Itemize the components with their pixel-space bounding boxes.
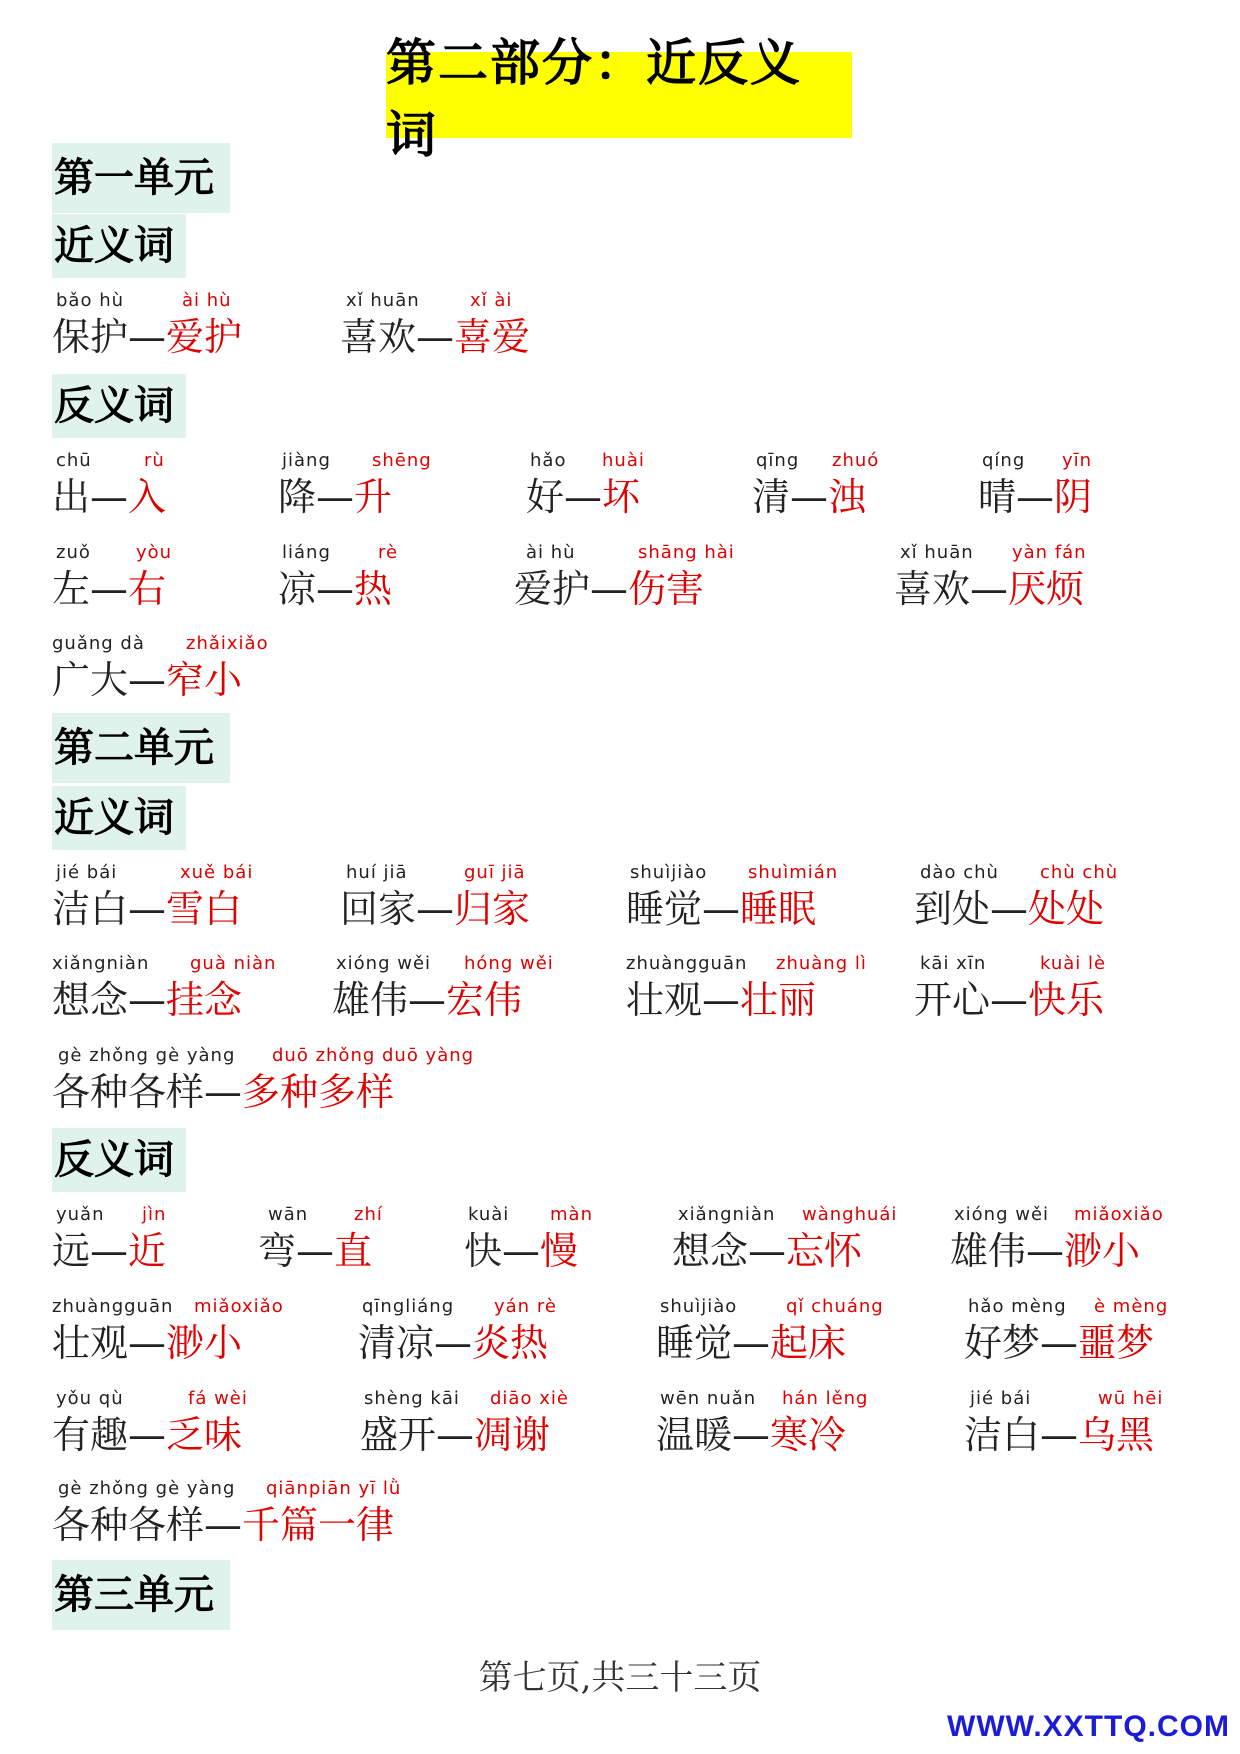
word-a: 雄伟 xyxy=(950,1229,1027,1273)
word-a: 到处 xyxy=(914,887,991,931)
word-a: 弯 xyxy=(258,1229,297,1273)
word-pair: dào chù chù chù 到处—处处 xyxy=(914,862,1119,931)
pinyin-a: xǐ huān xyxy=(346,290,420,311)
word-pair: qīngliáng yán rè 清凉—炎热 xyxy=(358,1296,557,1365)
word-pair: huí jiā guī jiā 回家—归家 xyxy=(340,862,531,931)
word-pair: yǒu qù fá wèi 有趣—乏味 xyxy=(52,1388,248,1457)
word-b: 爱护 xyxy=(166,315,243,359)
word-pair: hǎo huài 好—坏 xyxy=(526,450,645,519)
word-b: 起床 xyxy=(770,1321,847,1365)
word-pair: xióng wěi hóng wěi 雄伟—宏伟 xyxy=(332,953,554,1022)
pinyin-a: qīngliáng xyxy=(362,1296,455,1317)
word-pair: hǎo mèng è mèng 好梦—噩梦 xyxy=(964,1296,1169,1365)
pinyin-b: ài hù xyxy=(182,290,232,311)
group-label-antonyms-1: 反义词 xyxy=(52,374,186,438)
word-a: 喜欢 xyxy=(340,315,417,359)
pinyin-a: xiǎngniàn xyxy=(52,953,150,974)
word-a: 盛开 xyxy=(360,1413,437,1457)
pinyin-a: shuìjiào xyxy=(660,1296,738,1317)
word-a: 各种各样 xyxy=(52,1070,205,1114)
pinyin-b: shāng hài xyxy=(638,542,735,563)
pinyin-a: shèng kāi xyxy=(364,1388,460,1409)
word-a: 好 xyxy=(526,475,565,519)
word-a: 出 xyxy=(52,475,91,519)
word-a: 想念 xyxy=(672,1229,749,1273)
pinyin-b: rù xyxy=(144,450,165,471)
pinyin-b: zhuàng lì xyxy=(776,953,867,974)
word-pair: xǐ huān yàn fán 喜欢—厌烦 xyxy=(894,542,1087,611)
word-b: 宏伟 xyxy=(446,978,523,1022)
word-b: 入 xyxy=(128,475,167,519)
word-a: 温暖 xyxy=(656,1413,733,1457)
word-a: 远 xyxy=(52,1229,91,1273)
page-footer: 第七页,共三十三页 xyxy=(478,1658,762,1698)
word-b: 阴 xyxy=(1054,475,1093,519)
word-pair: xǐ huān xǐ ài 喜欢—喜爱 xyxy=(340,290,531,359)
word-a: 各种各样 xyxy=(52,1503,205,1547)
word-a: 雄伟 xyxy=(332,978,409,1022)
page-title: 第二部分：近反义词 xyxy=(386,52,852,138)
pinyin-b: rè xyxy=(378,542,399,563)
word-b: 热 xyxy=(354,567,393,611)
pinyin-b: xuě bái xyxy=(180,862,254,883)
pinyin-a: huí jiā xyxy=(346,862,408,883)
word-a: 想念 xyxy=(52,978,129,1022)
pinyin-a: zuǒ xyxy=(56,542,91,563)
word-row xyxy=(52,862,1202,934)
word-b: 窄小 xyxy=(166,658,243,702)
watermark: WWW.XXTTQ.COM xyxy=(947,1710,1230,1743)
word-a: 左 xyxy=(52,567,91,611)
word-pair: zhuàngguān zhuàng lì 壮观—壮丽 xyxy=(626,953,867,1022)
word-pair: zuǒ yòu 左—右 xyxy=(52,542,173,611)
word-a: 好梦 xyxy=(964,1321,1041,1365)
word-row xyxy=(52,953,1202,1025)
word-pair: kuài màn 快—慢 xyxy=(464,1204,593,1273)
word-pair: wān zhí 弯—直 xyxy=(258,1204,383,1273)
word-a: 睡觉 xyxy=(656,1321,733,1365)
pinyin-b: miǎoxiǎo xyxy=(1074,1204,1164,1225)
word-b: 坏 xyxy=(602,475,641,519)
unit-heading-1: 第一单元 xyxy=(52,143,230,213)
pinyin-a: zhuàngguān xyxy=(626,953,748,974)
word-a: 降 xyxy=(278,475,317,519)
word-pair: kāi xīn kuài lè 开心—快乐 xyxy=(914,953,1107,1022)
pinyin-b: qǐ chuáng xyxy=(786,1296,884,1317)
word-pair: xiǎngniàn guà niàn 想念—挂念 xyxy=(52,953,277,1022)
pinyin-a: hǎo mèng xyxy=(968,1296,1067,1317)
word-b: 升 xyxy=(354,475,393,519)
word-b: 千篇一律 xyxy=(242,1503,395,1547)
word-pair: shuìjiào shuìmián 睡觉—睡眠 xyxy=(626,862,839,931)
word-pair: jié bái wū hēi 洁白—乌黑 xyxy=(964,1388,1164,1457)
word-pair: zhuàngguān miǎoxiǎo 壮观—渺小 xyxy=(52,1296,284,1365)
word-row xyxy=(52,633,1202,705)
word-pair: yuǎn jìn 远—近 xyxy=(52,1204,167,1273)
pinyin-b: yán rè xyxy=(494,1296,557,1317)
word-a: 洁白 xyxy=(52,887,129,931)
word-b: 直 xyxy=(334,1229,373,1273)
pinyin-a: wān xyxy=(268,1204,309,1225)
word-b: 归家 xyxy=(454,887,531,931)
pinyin-b: yīn xyxy=(1062,450,1093,471)
pinyin-a: yǒu qù xyxy=(56,1388,124,1409)
pinyin-a: xiǎngniàn xyxy=(678,1204,776,1225)
pinyin-a: guǎng dà xyxy=(52,633,145,654)
word-a: 清 xyxy=(752,475,791,519)
word-pair: guǎng dà zhǎixiǎo 广大—窄小 xyxy=(52,633,269,702)
group-label-antonyms-2: 反义词 xyxy=(52,1128,186,1192)
pinyin-b: zhí xyxy=(354,1204,383,1225)
pinyin-a: jié bái xyxy=(56,862,118,883)
word-b: 右 xyxy=(128,567,167,611)
word-pair: wēn nuǎn hán lěng 温暖—寒冷 xyxy=(656,1388,869,1457)
unit-heading-2: 第二单元 xyxy=(52,713,230,783)
word-row xyxy=(52,1204,1202,1276)
pinyin-b: màn xyxy=(550,1204,593,1225)
pinyin-b: zhuó xyxy=(832,450,880,471)
word-row xyxy=(52,290,1202,362)
pinyin-b: yàn fán xyxy=(1012,542,1087,563)
pinyin-b: è mèng xyxy=(1094,1296,1169,1317)
pinyin-a: liáng xyxy=(282,542,331,563)
word-pair: shuìjiào qǐ chuáng 睡觉—起床 xyxy=(656,1296,884,1365)
pinyin-b: wū hēi xyxy=(1098,1388,1164,1409)
pinyin-b: yòu xyxy=(136,542,173,563)
word-a: 壮观 xyxy=(52,1321,129,1365)
word-b: 噩梦 xyxy=(1078,1321,1155,1365)
word-row xyxy=(52,1296,1202,1368)
word-a: 壮观 xyxy=(626,978,703,1022)
pinyin-a: xióng wěi xyxy=(954,1204,1050,1225)
word-b: 快乐 xyxy=(1028,978,1105,1022)
pinyin-b: xǐ ài xyxy=(470,290,513,311)
group-label-synonyms-1: 近义词 xyxy=(52,214,186,278)
pinyin-a: jié bái xyxy=(970,1388,1032,1409)
group-label-synonyms-2: 近义词 xyxy=(52,786,186,850)
word-a: 回家 xyxy=(340,887,417,931)
word-pair: xióng wěi miǎoxiǎo 雄伟—渺小 xyxy=(950,1204,1164,1273)
word-pair: liáng rè 凉—热 xyxy=(278,542,399,611)
pinyin-b: shuìmián xyxy=(748,862,839,883)
pinyin-a: qīng xyxy=(756,450,800,471)
word-a: 爱护 xyxy=(514,567,591,611)
word-pair: jié bái xuě bái 洁白—雪白 xyxy=(52,862,254,931)
pinyin-a: zhuàngguān xyxy=(52,1296,174,1317)
word-b: 处处 xyxy=(1028,887,1105,931)
word-pair: gè zhǒng gè yàng qiānpiān yī lǜ 各种各样—千篇一律 xyxy=(52,1478,402,1547)
pinyin-b: zhǎixiǎo xyxy=(186,633,269,654)
word-a: 睡觉 xyxy=(626,887,703,931)
word-row xyxy=(52,542,1202,614)
word-pair: shèng kāi diāo xiè 盛开—凋谢 xyxy=(360,1388,569,1457)
word-b: 近 xyxy=(128,1229,167,1273)
pinyin-a: xióng wěi xyxy=(336,953,432,974)
word-a: 广大 xyxy=(52,658,129,702)
word-b: 渺小 xyxy=(166,1321,243,1365)
word-pair: xiǎngniàn wànghuái 想念—忘怀 xyxy=(672,1204,898,1273)
pinyin-b: hán lěng xyxy=(782,1388,869,1409)
word-b: 凋谢 xyxy=(474,1413,551,1457)
word-a: 有趣 xyxy=(52,1413,129,1457)
word-b: 忘怀 xyxy=(786,1229,863,1273)
word-a: 喜欢 xyxy=(894,567,971,611)
pinyin-a: xǐ huān xyxy=(900,542,974,563)
word-b: 厌烦 xyxy=(1008,567,1085,611)
pinyin-b: kuài lè xyxy=(1040,953,1107,974)
word-b: 挂念 xyxy=(166,978,243,1022)
pinyin-a: kāi xīn xyxy=(920,953,987,974)
pinyin-a: gè zhǒng gè yàng xyxy=(58,1478,236,1499)
word-a: 快 xyxy=(464,1229,503,1273)
pinyin-b: huài xyxy=(602,450,645,471)
word-pair: jiàng shēng 降—升 xyxy=(278,450,432,519)
word-pair: ài hù shāng hài 爱护—伤害 xyxy=(514,542,735,611)
pinyin-b: shēng xyxy=(372,450,432,471)
pinyin-a: dào chù xyxy=(920,862,999,883)
pinyin-b: miǎoxiǎo xyxy=(194,1296,284,1317)
pinyin-b: qiānpiān yī lǜ xyxy=(266,1478,402,1499)
pinyin-b: jìn xyxy=(142,1204,167,1225)
pinyin-b: duō zhǒng duō yàng xyxy=(272,1045,475,1066)
word-b: 浊 xyxy=(828,475,867,519)
word-a: 清凉 xyxy=(358,1321,435,1365)
pinyin-a: yuǎn xyxy=(56,1204,105,1225)
pinyin-b: guī jiā xyxy=(464,862,526,883)
word-b: 炎热 xyxy=(472,1321,549,1365)
word-pair: gè zhǒng gè yàng duō zhǒng duō yàng 各种各样—多种多样 xyxy=(52,1045,475,1114)
word-pair: chū rù 出—入 xyxy=(52,450,167,519)
word-row xyxy=(52,1045,1202,1117)
word-b: 雪白 xyxy=(166,887,243,931)
word-b: 多种多样 xyxy=(242,1070,395,1114)
pinyin-a: ài hù xyxy=(526,542,576,563)
pinyin-a: gè zhǒng gè yàng xyxy=(58,1045,236,1066)
word-pair: bǎo hù ài hù 保护—爱护 xyxy=(52,290,243,359)
word-b: 慢 xyxy=(540,1229,579,1273)
pinyin-b: wànghuái xyxy=(802,1204,898,1225)
pinyin-a: wēn nuǎn xyxy=(660,1388,757,1409)
word-b: 乏味 xyxy=(166,1413,243,1457)
word-b: 寒冷 xyxy=(770,1413,847,1457)
pinyin-a: chū xyxy=(56,450,92,471)
word-pair: qíng yīn 晴—阴 xyxy=(978,450,1093,519)
pinyin-a: bǎo hù xyxy=(56,290,125,311)
word-pair: qīng zhuó 清—浊 xyxy=(752,450,880,519)
word-b: 渺小 xyxy=(1064,1229,1141,1273)
pinyin-b: fá wèi xyxy=(188,1388,248,1409)
pinyin-b: guà niàn xyxy=(190,953,277,974)
word-a: 保护 xyxy=(52,315,129,359)
pinyin-a: shuìjiào xyxy=(630,862,708,883)
word-row xyxy=(52,1388,1202,1460)
pinyin-a: hǎo xyxy=(530,450,567,471)
word-b: 喜爱 xyxy=(454,315,531,359)
pinyin-b: chù chù xyxy=(1040,862,1119,883)
pinyin-a: qíng xyxy=(982,450,1026,471)
word-a: 洁白 xyxy=(964,1413,1041,1457)
word-b: 睡眠 xyxy=(740,887,817,931)
word-a: 晴 xyxy=(978,475,1017,519)
word-b: 壮丽 xyxy=(740,978,817,1022)
pinyin-b: hóng wěi xyxy=(464,953,554,974)
pinyin-a: kuài xyxy=(468,1204,510,1225)
word-row xyxy=(52,1478,1202,1550)
word-b: 伤害 xyxy=(628,567,705,611)
word-b: 乌黑 xyxy=(1078,1413,1155,1457)
word-a: 凉 xyxy=(278,567,317,611)
word-a: 开心 xyxy=(914,978,991,1022)
word-row xyxy=(52,450,1202,522)
pinyin-a: jiàng xyxy=(282,450,331,471)
pinyin-b: diāo xiè xyxy=(490,1388,569,1409)
unit-heading-3: 第三单元 xyxy=(52,1560,230,1630)
